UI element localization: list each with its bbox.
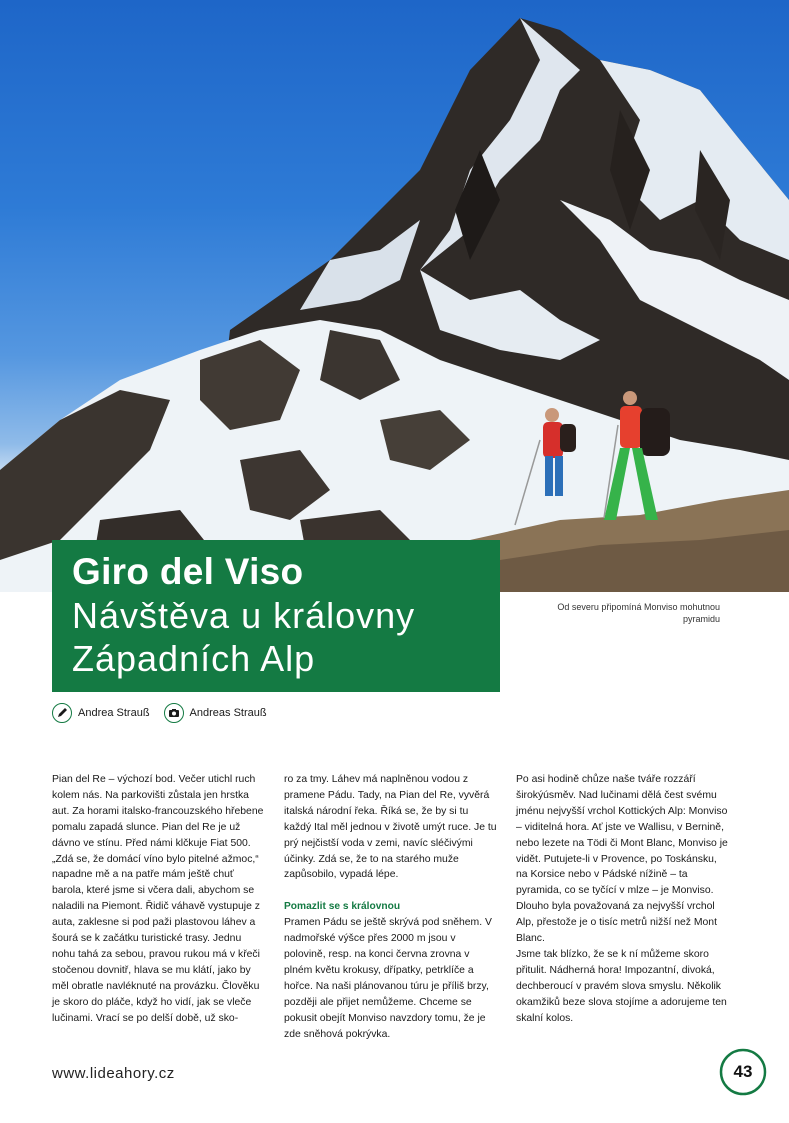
paragraph: Pramen Pádu se ještě skrývá pod sněhem. V nadmořské výšce přes 2000 m jsou v polovině, resp. na konci června zrovna v plném květu krokusy, dřípatky, petrklíče a hořce. Na naši plánovanou túru je příliš brzy, později ale přijet nemůžeme. Chceme se pokusit obejít Monviso navzdory tomu, že je zde sněhová pokrývka. <box>284 917 492 1040</box>
credits <box>52 702 281 724</box>
text-column-3 <box>516 772 729 1027</box>
photographer-name: Andreas Strauß <box>189 707 267 719</box>
paragraph: Pian del Re – výchozí bod. Večer utichl ruch kolem nás. Na parkovišti zůstala jen hrstka aut. Za horami italsko-francouzského hřebene pomalu zapadá slunce. Pian del Re je už dávno ve stínu. Před námi klčkuje Fiat 500. „Zdá se, že domácí víno bylo pitelné ažmoc,“ napadne mě a na patře mám ještě chuť barola, které jsme si včera dali, abychom se naladili na Piemont. Řidič váhavě vystupuje z auta, zaklesne si pod paži plastovou láhev a šourá se k začátku turistické trasy. Jednu nohu tahá za sebou, pravou rukou má v křeči stočenou dovnitř, hlava se mu klátí, jako by měl obratle navléknuté na provázku. Člověku je skoro do pláče, když ho vidí, jak se vleče lučinami. Vrací se po delší době, už sko- <box>52 774 264 1024</box>
article-subtitle-line1: Návštěva u královny <box>72 595 416 636</box>
author-credit <box>52 703 150 723</box>
article-subtitle-line2: Západních Alp <box>72 638 316 679</box>
pen-icon <box>52 703 72 723</box>
author-name: Andrea Strauß <box>78 707 150 719</box>
paragraph: Jsme tak blízko, že se k ní můžeme skoro přitulit. Nádherná hora! Impozantní, divoká, dechberoucí v pravém slova smyslu. Několik okamžiků beze slova stojíme a adorujeme ten skalní kolos. <box>516 948 727 1024</box>
text-column-2 <box>284 772 497 1043</box>
article-title: Giro del Viso <box>72 551 304 592</box>
paragraph: ro za tmy. Láhev má naplněnou vodou z pramene Pádu. Tady, na Pian del Re, vyvěrá italská národní řeka. Říká se, že by si tu každý Ital měl jednou v životě umýt ruce. Je tu prý nejčistší voda v zemi, navíc sléčivými účinky. Zdá se, že to na starého muže zapůsobilo, vypadá lépe. <box>284 774 497 881</box>
website-url[interactable]: www.lideahory.cz <box>52 1065 175 1082</box>
page-number: 43 <box>733 1062 753 1081</box>
page-number-badge <box>716 1045 770 1099</box>
camera-icon <box>164 703 184 723</box>
paragraph: Po asi hodině chůze naše tváře rozzáří širokýúsměv. Nad lučinami dělá čest svému jménu nejvyšší vrchol Kottických Alp: Monviso – viditelná hora. Ať jste ve Wallisu, v Bernině, nebo lezete na Tödi či Mont Blanc, Monviso je vidět. Putujete-li v Provence, po Toskánsku, na Korsice nebo v Pádské nížině – ta pyramida, co se tyčící v mlze – je Monviso. Dlouho byla považovaná za nejvyšší vrchol Alp, přestože je o tisíc metrů nižší než Mont Blanc. <box>516 774 728 945</box>
text-column-1 <box>52 772 265 1027</box>
photographer-credit <box>164 703 267 723</box>
section-heading: Pomazlit se s královnou <box>284 901 401 913</box>
title-box <box>52 540 500 692</box>
photo-caption: Od severu připomíná Monviso mohutnou pyramidu <box>557 602 720 624</box>
